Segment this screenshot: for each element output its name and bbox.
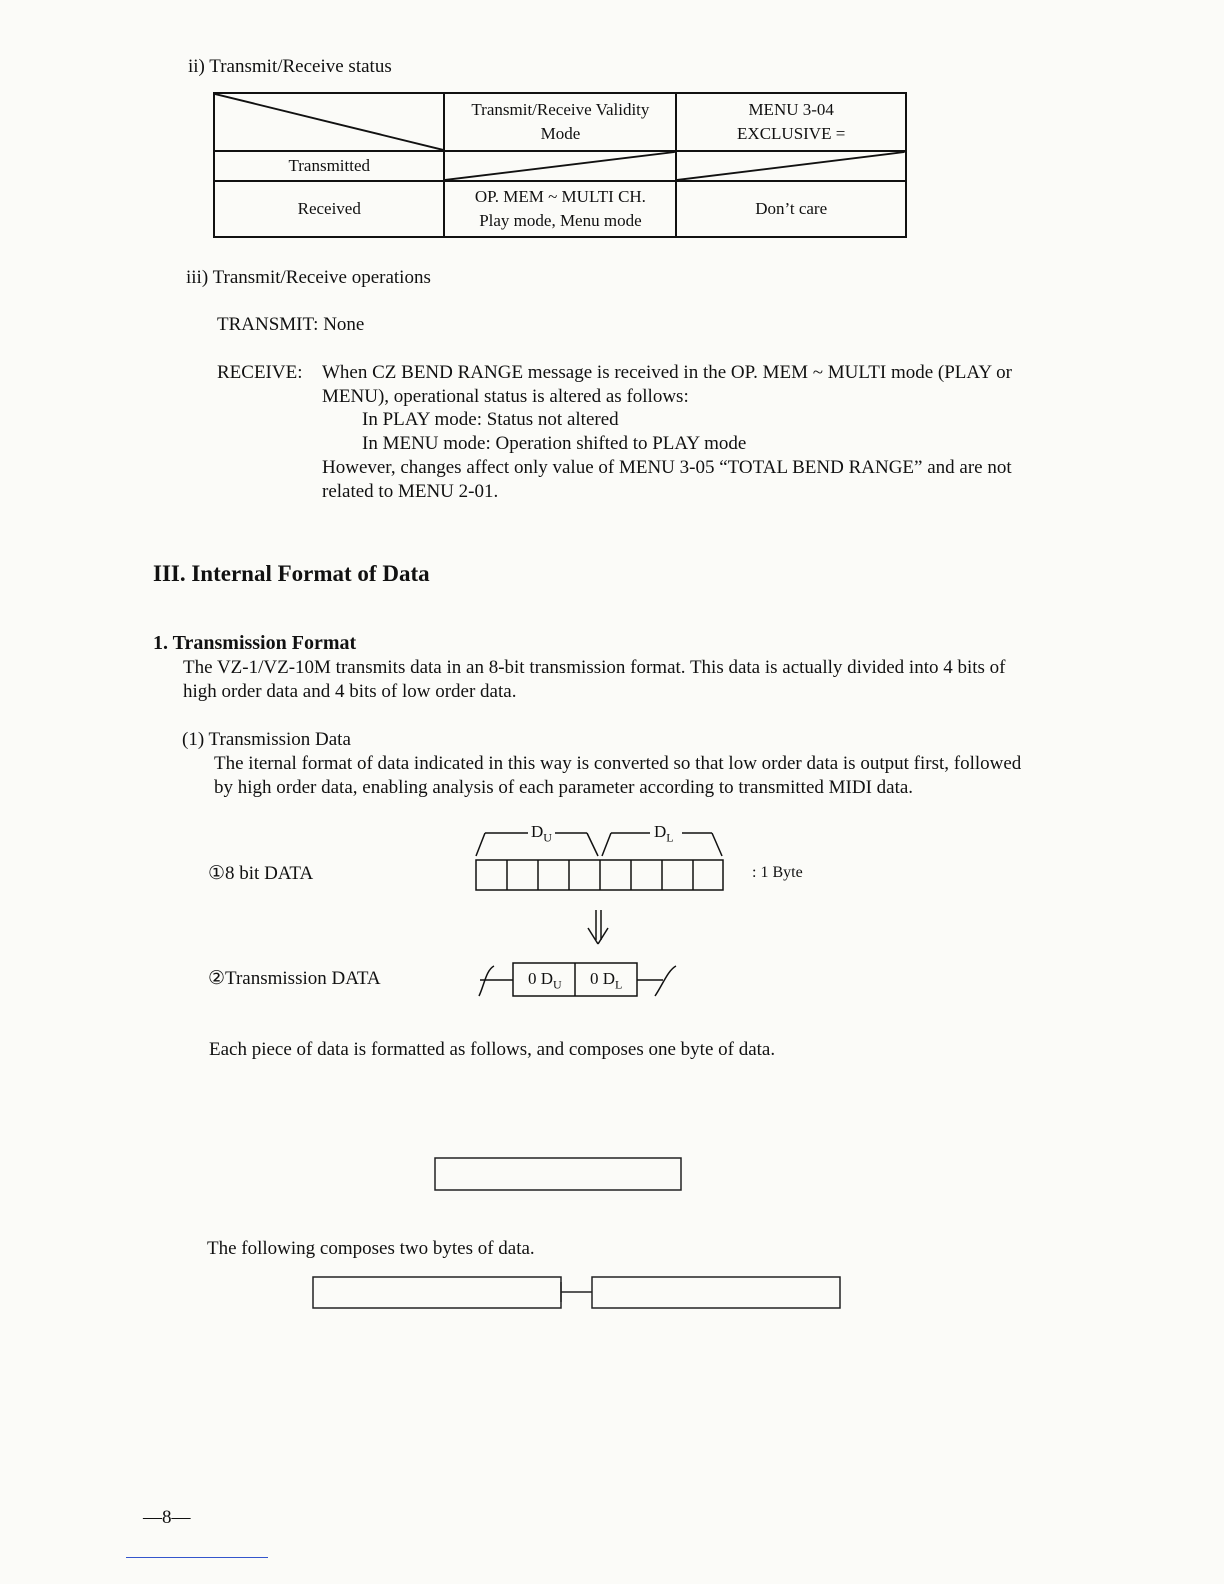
transmission-cells [479, 963, 676, 996]
byte-note: : 1 Byte [752, 864, 803, 881]
label-8bit-data: ①8 bit DATA [208, 863, 314, 884]
receive-line-2: MENU), operational status is altered as follows: [322, 386, 689, 407]
ops-heading: iii) Transmit/Receive operations [186, 267, 431, 288]
transmission-format-heading: 1. Transmission Format [153, 632, 357, 654]
tx-cell-du-text: 0 D [528, 969, 554, 988]
page-number: —8— [143, 1507, 191, 1528]
bottom-rule [126, 1557, 268, 1558]
transmission-format-line-1: The VZ-1/VZ-10M transmits data in an 8-bit transmission format. This data is actually divided into 4 bits of [183, 657, 1006, 678]
du-subscript: U [543, 830, 552, 845]
tx-cell-dl-sub: L [615, 977, 623, 992]
internal-format-heading: III. Internal Format of Data [153, 561, 430, 586]
du-letter: D [531, 822, 544, 841]
status-heading: ii) Transmit/Receive status [188, 56, 392, 77]
receive-line-1: When CZ BEND RANGE message is received in the OP. MEM ~ MULTI mode (PLAY or [322, 362, 1012, 383]
bit-cells [476, 860, 723, 890]
row-transmitted-label: Transmitted [214, 151, 444, 181]
transmission-format-line-2: high order data and 4 bits of low order data. [183, 681, 517, 702]
receive-line-5: However, changes affect only value of MENU 3-05 “TOTAL BEND RANGE” and are not [322, 457, 1012, 478]
dl-label [654, 822, 674, 845]
header-validity-line1: Transmit/Receive Validity [471, 100, 650, 119]
one-byte-box [435, 1158, 681, 1190]
transmission-data-heading: (1) Transmission Data [182, 729, 351, 750]
header-menu-line1: MENU 3-04 [748, 100, 834, 119]
header-menu-line2: EXCLUSIVE = [737, 124, 846, 143]
received-c1-line1: OP. MEM ~ MULTI CH. [474, 187, 646, 206]
one-byte-text: Each piece of data is formatted as follows, and composes one byte of data. [209, 1039, 776, 1060]
du-label [531, 822, 552, 845]
tx-cell-du-sub: U [553, 977, 562, 992]
down-arrow-icon [588, 910, 608, 944]
label-transmission-data: ②Transmission DATA [208, 968, 381, 989]
transmission-data-line-2: by high order data, enabling analysis of each parameter according to transmitted MIDI data. [214, 777, 914, 798]
tx-cell-du [528, 969, 562, 992]
row-received-c2: Don’t care [676, 181, 906, 237]
header-validity-line2: Mode [540, 124, 581, 143]
received-c1-line2: Play mode, Menu mode [479, 211, 642, 230]
dl-subscript: L [666, 830, 674, 845]
two-byte-text: The following composes two bytes of data. [207, 1238, 535, 1259]
two-byte-boxes [313, 1277, 840, 1308]
row-received-label: Received [214, 181, 444, 237]
transmit-line: TRANSMIT: None [217, 314, 365, 335]
transmission-data-line-1: The iternal format of data indicated in this way is converted so that low order data is output first, followed [214, 753, 1022, 774]
tx-cell-dl-text: 0 D [590, 969, 616, 988]
receive-line-4: In MENU mode: Operation shifted to PLAY mode [362, 433, 747, 454]
receive-line-6: related to MENU 2-01. [322, 481, 499, 502]
receive-line-3: In PLAY mode: Status not altered [362, 409, 619, 430]
receive-label: RECEIVE: [217, 362, 303, 383]
tx-cell-dl [590, 969, 622, 992]
dl-letter: D [654, 822, 667, 841]
